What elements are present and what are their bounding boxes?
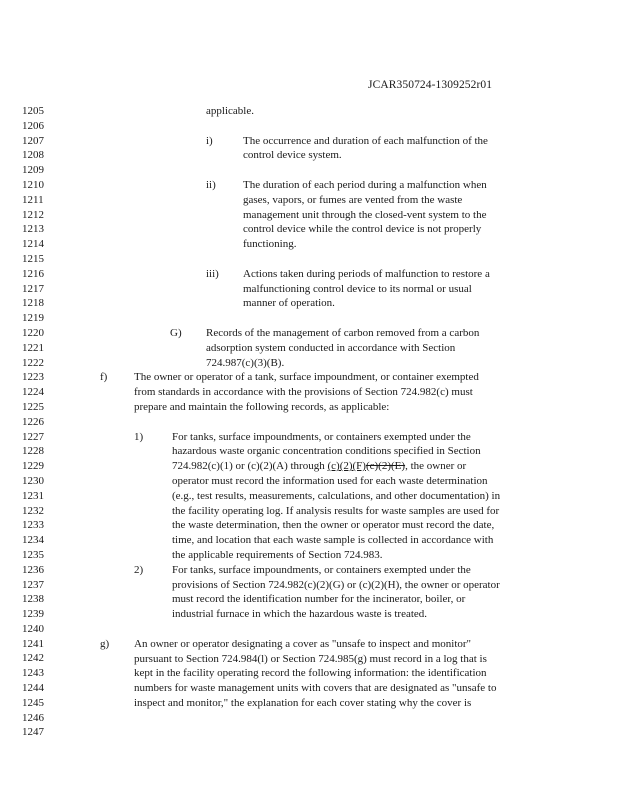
- item-g-text: An owner or operator designating a cover as "unsafe to inspect and monitor" pursuant to Section 724.984(l) or Section 724.985(g) must record in a log that is kept in the facility operating record the following information: the identification numbers for waste management units with covers that are designated as "unsafe to inspect and monitor," the explanation for each cover stating why the cover is: [134, 637, 497, 709]
- line-number: 1208: [22, 149, 44, 162]
- item-f1-text: For tanks, surface impoundments, or containers exempted under the hazardous waste organic concentration conditions specified in Section 724.982(c)(1) or (c)(2)(A) through (c)(2)(F)(c)(2)(E), the owner or operator must record the information used for each waste determination (e.g., test results, measurements, calculations, and other documentation) in the facility operating log. If analysis results for waste samples are used for the waste determination, then the owner or operator must record the date, time, and location that each waste sample is collected in accordance with the applicable requirements of Section 724.983.: [172, 430, 501, 561]
- line-number: 1225: [22, 400, 44, 413]
- item-iii-label: iii): [206, 267, 219, 280]
- deleted-text: (c)(2)(E): [365, 460, 406, 473]
- line-number: 1220: [22, 326, 44, 339]
- line-number: 1245: [22, 696, 44, 709]
- line-number: 1229: [22, 460, 44, 473]
- line-number: 1243: [22, 667, 44, 680]
- item-f2-label: 2): [134, 563, 144, 576]
- line-number: 1240: [22, 622, 44, 635]
- inserted-text: (c)(2)(F): [327, 460, 366, 473]
- line-number: 1210: [22, 178, 44, 191]
- item-iii-text: Actions taken during periods of malfunction to restore a malfunctioning control device to its normal or usual manner of operation.: [243, 267, 490, 310]
- item-f2-text: For tanks, surface impoundments, or containers exempted under the provisions of Section 724.982(c)(2)(G) or (c)(2)(H), the owner or operator must record the identification number for the incinerator, boiler, or industrial furnace in which the hazardous waste is treated.: [172, 563, 500, 621]
- line-number: 1246: [22, 711, 44, 724]
- line-number: 1231: [22, 489, 44, 502]
- line-number: 1217: [22, 282, 44, 295]
- item-i-label: i): [206, 134, 213, 147]
- document-id: JCAR350724-1309252r01: [368, 79, 493, 91]
- line-number: 1206: [22, 119, 44, 132]
- line-number: 1224: [22, 386, 44, 399]
- item-f-label: f): [100, 371, 108, 384]
- line-number: 1223: [22, 371, 44, 384]
- line-number: 1233: [22, 519, 44, 532]
- item-f1-label: 1): [134, 430, 144, 443]
- line-number: 1221: [22, 341, 44, 354]
- line-numbers: [22, 104, 44, 740]
- line-number: 1226: [22, 415, 44, 428]
- item-i-text: The occurrence and duration of each malfunction of the control device system.: [243, 134, 488, 162]
- item-f-text: The owner or operator of a tank, surface impoundment, or container exempted from standards in accordance with the provisions of Section 724.982(c) must prepare and maintain the following records, as applicable:: [134, 371, 479, 413]
- line-number: 1228: [22, 445, 44, 458]
- line-number: 1242: [22, 652, 44, 665]
- item-ii-label: ii): [206, 179, 216, 191]
- line-number: 1236: [22, 563, 44, 576]
- line-number: 1234: [22, 534, 44, 547]
- line-number: 1214: [22, 238, 44, 251]
- line-number: 1232: [22, 504, 44, 517]
- line-number: 1213: [22, 223, 44, 236]
- line-number: 1219: [22, 312, 44, 325]
- line-number: 1212: [22, 208, 44, 221]
- applicable-text: applicable.: [206, 105, 254, 117]
- line-number: 1227: [22, 430, 44, 443]
- line-number: 1235: [22, 548, 44, 561]
- line-number: 1215: [22, 252, 44, 265]
- line-number: 1222: [22, 356, 44, 369]
- line-number: 1239: [22, 608, 44, 621]
- line-number: 1247: [22, 726, 44, 739]
- line-number: 1218: [22, 297, 44, 310]
- item-G-label: G): [170, 327, 182, 339]
- line-number: 1237: [22, 578, 44, 591]
- item-ii-text: The duration of each period during a malfunction when gases, vapors, or fumes are vented from the waste management unit through the closed-vent system to the control device while the control device is not properly functioning.: [243, 179, 487, 251]
- line-number: 1244: [22, 682, 44, 695]
- line-number: 1216: [22, 267, 44, 280]
- line-number: 1207: [22, 134, 44, 147]
- line-number: 1205: [22, 105, 44, 117]
- line-number: 1238: [22, 593, 44, 606]
- line-number: 1209: [22, 164, 44, 177]
- line-number: 1211: [22, 193, 44, 206]
- line-number: 1241: [22, 637, 44, 650]
- line-number: 1230: [22, 474, 44, 487]
- item-G-text: Records of the management of carbon removed from a carbon adsorption system conducted in accordance with Section 724.987(c)(3)(B).: [206, 327, 480, 369]
- item-g-label: g): [100, 637, 110, 650]
